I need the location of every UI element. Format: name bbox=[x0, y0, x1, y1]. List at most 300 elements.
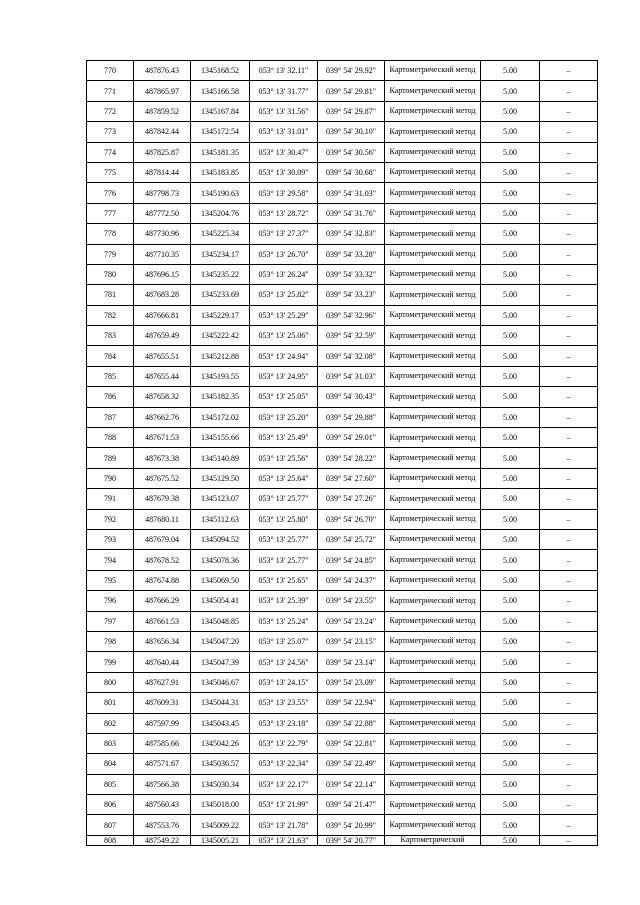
accuracy-cell: 5.00 bbox=[481, 387, 540, 407]
point-number-cell: 805 bbox=[87, 774, 134, 794]
accuracy-cell: 5.00 bbox=[481, 203, 540, 223]
x-coordinate-cell: 487566.38 bbox=[134, 774, 191, 794]
table-row bbox=[87, 101, 598, 121]
x-coordinate-cell: 487679.04 bbox=[134, 529, 191, 549]
accuracy-cell: 5.00 bbox=[481, 244, 540, 264]
accuracy-cell: 5.00 bbox=[481, 509, 540, 529]
method-cell: Картометрический метод bbox=[385, 326, 481, 346]
accuracy-cell: 5.00 bbox=[481, 611, 540, 631]
longitude-cell: 039° 54' 28.22" bbox=[318, 448, 385, 468]
method-cell: Картометрический метод bbox=[385, 101, 481, 121]
latitude-cell: 053° 13' 30.47" bbox=[250, 142, 318, 162]
latitude-cell: 053° 13' 22.34" bbox=[250, 754, 318, 774]
note-cell: – bbox=[540, 733, 598, 753]
method-cell: Картометрический метод bbox=[385, 244, 481, 264]
note-cell: – bbox=[540, 611, 598, 631]
y-coordinate-cell: 1345222.42 bbox=[191, 326, 250, 346]
longitude-cell: 039° 54' 33.28" bbox=[318, 244, 385, 264]
note-cell: – bbox=[540, 631, 598, 651]
note-cell: – bbox=[540, 570, 598, 590]
y-coordinate-cell: 1345009.22 bbox=[191, 815, 250, 835]
longitude-cell: 039° 54' 32.08" bbox=[318, 346, 385, 366]
longitude-cell: 039° 54' 21.47" bbox=[318, 795, 385, 815]
longitude-cell: 039° 54' 24.37" bbox=[318, 570, 385, 590]
table-row bbox=[87, 815, 598, 835]
accuracy-cell: 5.00 bbox=[481, 754, 540, 774]
latitude-cell: 053° 13' 25.80" bbox=[250, 509, 318, 529]
accuracy-cell: 5.00 bbox=[481, 631, 540, 651]
latitude-cell: 053° 13' 25.49" bbox=[250, 428, 318, 448]
longitude-cell: 039° 54' 31.03" bbox=[318, 183, 385, 203]
point-number-cell: 777 bbox=[87, 203, 134, 223]
point-number-cell: 798 bbox=[87, 631, 134, 651]
accuracy-cell: 5.00 bbox=[481, 672, 540, 692]
accuracy-cell: 5.00 bbox=[481, 224, 540, 244]
note-cell: – bbox=[540, 244, 598, 264]
method-cell: Картометрический метод bbox=[385, 387, 481, 407]
table-row bbox=[87, 754, 598, 774]
y-coordinate-cell: 1345182.35 bbox=[191, 387, 250, 407]
accuracy-cell: 5.00 bbox=[481, 183, 540, 203]
longitude-cell: 039° 54' 31.03" bbox=[318, 366, 385, 386]
latitude-cell: 053° 13' 25.29" bbox=[250, 305, 318, 325]
method-cell: Картометрический метод bbox=[385, 142, 481, 162]
accuracy-cell: 5.00 bbox=[481, 815, 540, 835]
note-cell: – bbox=[540, 652, 598, 672]
method-cell: Картометрический метод bbox=[385, 468, 481, 488]
table-row bbox=[87, 183, 598, 203]
longitude-cell: 039° 54' 30.10" bbox=[318, 122, 385, 142]
y-coordinate-cell: 1345204.76 bbox=[191, 203, 250, 223]
latitude-cell: 053° 13' 25.39" bbox=[250, 591, 318, 611]
longitude-cell: 039° 54' 22.14" bbox=[318, 774, 385, 794]
x-coordinate-cell: 487696.15 bbox=[134, 264, 191, 284]
method-cell: Картометрический метод bbox=[385, 774, 481, 794]
x-coordinate-cell: 487658.32 bbox=[134, 387, 191, 407]
accuracy-cell: 5.00 bbox=[481, 489, 540, 509]
x-coordinate-cell: 487597.99 bbox=[134, 713, 191, 733]
method-cell: Картометрический метод bbox=[385, 366, 481, 386]
note-cell: – bbox=[540, 387, 598, 407]
x-coordinate-cell: 487640.44 bbox=[134, 652, 191, 672]
x-coordinate-cell: 487659.49 bbox=[134, 326, 191, 346]
latitude-cell: 053° 13' 22.79" bbox=[250, 733, 318, 753]
method-cell: Картометрический метод bbox=[385, 428, 481, 448]
coordinates-table bbox=[86, 60, 598, 846]
note-cell: – bbox=[540, 101, 598, 121]
y-coordinate-cell: 1345044.31 bbox=[191, 693, 250, 713]
longitude-cell: 039° 54' 26.70" bbox=[318, 509, 385, 529]
y-coordinate-cell: 1345183.85 bbox=[191, 162, 250, 182]
note-cell: – bbox=[540, 285, 598, 305]
method-cell: Картометрический метод bbox=[385, 285, 481, 305]
method-cell: Картометрический метод bbox=[385, 183, 481, 203]
table-row bbox=[87, 285, 598, 305]
table-row bbox=[87, 489, 598, 509]
y-coordinate-cell: 1345030.34 bbox=[191, 774, 250, 794]
latitude-cell: 053° 13' 25.20" bbox=[250, 407, 318, 427]
longitude-cell: 039° 54' 29.01" bbox=[318, 428, 385, 448]
table-row bbox=[87, 203, 598, 223]
longitude-cell: 039° 54' 32.59" bbox=[318, 326, 385, 346]
accuracy-cell: 5.00 bbox=[481, 101, 540, 121]
longitude-cell: 039° 54' 23.09" bbox=[318, 672, 385, 692]
table-row bbox=[87, 835, 598, 845]
table-row bbox=[87, 61, 598, 81]
longitude-cell: 039° 54' 32.96" bbox=[318, 305, 385, 325]
method-cell: Картометрический метод bbox=[385, 122, 481, 142]
table-row bbox=[87, 672, 598, 692]
latitude-cell: 053° 13' 27.37" bbox=[250, 224, 318, 244]
y-coordinate-cell: 1345168.52 bbox=[191, 61, 250, 81]
x-coordinate-cell: 487656.34 bbox=[134, 631, 191, 651]
point-number-cell: 800 bbox=[87, 672, 134, 692]
accuracy-cell: 5.00 bbox=[481, 835, 540, 845]
y-coordinate-cell: 1345046.67 bbox=[191, 672, 250, 692]
accuracy-cell: 5.00 bbox=[481, 774, 540, 794]
point-number-cell: 808 bbox=[87, 835, 134, 845]
method-cell: Картометрический метод bbox=[385, 713, 481, 733]
x-coordinate-cell: 487814.44 bbox=[134, 162, 191, 182]
method-cell: Картометрический метод bbox=[385, 652, 481, 672]
latitude-cell: 053° 13' 31.56" bbox=[250, 101, 318, 121]
method-cell: Картометрический метод bbox=[385, 631, 481, 651]
table-row bbox=[87, 795, 598, 815]
note-cell: – bbox=[540, 264, 598, 284]
y-coordinate-cell: 1345043.45 bbox=[191, 713, 250, 733]
method-cell: Картометрический метод bbox=[385, 509, 481, 529]
x-coordinate-cell: 487772.50 bbox=[134, 203, 191, 223]
accuracy-cell: 5.00 bbox=[481, 428, 540, 448]
x-coordinate-cell: 487661.53 bbox=[134, 611, 191, 631]
x-coordinate-cell: 487683.28 bbox=[134, 285, 191, 305]
point-number-cell: 787 bbox=[87, 407, 134, 427]
y-coordinate-cell: 1345140.89 bbox=[191, 448, 250, 468]
method-cell: Картометрический bbox=[385, 835, 481, 845]
x-coordinate-cell: 487666.29 bbox=[134, 591, 191, 611]
x-coordinate-cell: 487859.52 bbox=[134, 101, 191, 121]
note-cell: – bbox=[540, 61, 598, 81]
point-number-cell: 771 bbox=[87, 81, 134, 101]
y-coordinate-cell: 1345018.00 bbox=[191, 795, 250, 815]
x-coordinate-cell: 487798.73 bbox=[134, 183, 191, 203]
y-coordinate-cell: 1345048.85 bbox=[191, 611, 250, 631]
point-number-cell: 795 bbox=[87, 570, 134, 590]
point-number-cell: 794 bbox=[87, 550, 134, 570]
x-coordinate-cell: 487865.97 bbox=[134, 81, 191, 101]
y-coordinate-cell: 1345112.63 bbox=[191, 509, 250, 529]
note-cell: – bbox=[540, 305, 598, 325]
table-row bbox=[87, 509, 598, 529]
point-number-cell: 796 bbox=[87, 591, 134, 611]
y-coordinate-cell: 1345212.88 bbox=[191, 346, 250, 366]
point-number-cell: 780 bbox=[87, 264, 134, 284]
y-coordinate-cell: 1345155.66 bbox=[191, 428, 250, 448]
longitude-cell: 039° 54' 31.76" bbox=[318, 203, 385, 223]
note-cell: – bbox=[540, 774, 598, 794]
point-number-cell: 784 bbox=[87, 346, 134, 366]
note-cell: – bbox=[540, 326, 598, 346]
y-coordinate-cell: 1345193.55 bbox=[191, 366, 250, 386]
y-coordinate-cell: 1345229.17 bbox=[191, 305, 250, 325]
method-cell: Картометрический метод bbox=[385, 407, 481, 427]
accuracy-cell: 5.00 bbox=[481, 652, 540, 672]
table-row bbox=[87, 611, 598, 631]
longitude-cell: 039° 54' 27.60" bbox=[318, 468, 385, 488]
table-row bbox=[87, 570, 598, 590]
note-cell: – bbox=[540, 122, 598, 142]
longitude-cell: 039° 54' 25.72" bbox=[318, 529, 385, 549]
y-coordinate-cell: 1345234.17 bbox=[191, 244, 250, 264]
accuracy-cell: 5.00 bbox=[481, 795, 540, 815]
point-number-cell: 807 bbox=[87, 815, 134, 835]
point-number-cell: 770 bbox=[87, 61, 134, 81]
x-coordinate-cell: 487675.52 bbox=[134, 468, 191, 488]
note-cell: – bbox=[540, 795, 598, 815]
x-coordinate-cell: 487730.96 bbox=[134, 224, 191, 244]
longitude-cell: 039° 54' 30.56" bbox=[318, 142, 385, 162]
point-number-cell: 782 bbox=[87, 305, 134, 325]
point-number-cell: 793 bbox=[87, 529, 134, 549]
x-coordinate-cell: 487678.52 bbox=[134, 550, 191, 570]
note-cell: – bbox=[540, 529, 598, 549]
accuracy-cell: 5.00 bbox=[481, 264, 540, 284]
latitude-cell: 053° 13' 25.77" bbox=[250, 550, 318, 570]
latitude-cell: 053° 13' 31.77" bbox=[250, 81, 318, 101]
accuracy-cell: 5.00 bbox=[481, 366, 540, 386]
x-coordinate-cell: 487680.11 bbox=[134, 509, 191, 529]
latitude-cell: 053° 13' 23.55" bbox=[250, 693, 318, 713]
table-row bbox=[87, 305, 598, 325]
point-number-cell: 781 bbox=[87, 285, 134, 305]
accuracy-cell: 5.00 bbox=[481, 713, 540, 733]
point-number-cell: 785 bbox=[87, 366, 134, 386]
table-row bbox=[87, 224, 598, 244]
x-coordinate-cell: 487655.44 bbox=[134, 366, 191, 386]
latitude-cell: 053° 13' 25.07" bbox=[250, 631, 318, 651]
table-row bbox=[87, 529, 598, 549]
y-coordinate-cell: 1345047.20 bbox=[191, 631, 250, 651]
note-cell: – bbox=[540, 407, 598, 427]
table-row bbox=[87, 693, 598, 713]
longitude-cell: 039° 54' 22.94" bbox=[318, 693, 385, 713]
method-cell: Картометрический метод bbox=[385, 529, 481, 549]
accuracy-cell: 5.00 bbox=[481, 142, 540, 162]
latitude-cell: 053° 13' 29.58" bbox=[250, 183, 318, 203]
latitude-cell: 053° 13' 24.94" bbox=[250, 346, 318, 366]
point-number-cell: 803 bbox=[87, 733, 134, 753]
table-row bbox=[87, 774, 598, 794]
y-coordinate-cell: 1345181.35 bbox=[191, 142, 250, 162]
note-cell: – bbox=[540, 346, 598, 366]
method-cell: Картометрический метод bbox=[385, 61, 481, 81]
table-row bbox=[87, 264, 598, 284]
table-row bbox=[87, 366, 598, 386]
note-cell: – bbox=[540, 815, 598, 835]
latitude-cell: 053° 13' 25.82" bbox=[250, 285, 318, 305]
point-number-cell: 790 bbox=[87, 468, 134, 488]
longitude-cell: 039° 54' 30.68" bbox=[318, 162, 385, 182]
coordinates-table-body bbox=[87, 61, 598, 846]
table-row bbox=[87, 346, 598, 366]
longitude-cell: 039° 54' 23.14" bbox=[318, 652, 385, 672]
accuracy-cell: 5.00 bbox=[481, 285, 540, 305]
x-coordinate-cell: 487553.76 bbox=[134, 815, 191, 835]
longitude-cell: 039° 54' 20.77" bbox=[318, 835, 385, 845]
accuracy-cell: 5.00 bbox=[481, 81, 540, 101]
point-number-cell: 792 bbox=[87, 509, 134, 529]
method-cell: Картометрический метод bbox=[385, 815, 481, 835]
y-coordinate-cell: 1345042.26 bbox=[191, 733, 250, 753]
longitude-cell: 039° 54' 23.15" bbox=[318, 631, 385, 651]
x-coordinate-cell: 487842.44 bbox=[134, 122, 191, 142]
longitude-cell: 039° 54' 22.49" bbox=[318, 754, 385, 774]
y-coordinate-cell: 1345172.54 bbox=[191, 122, 250, 142]
note-cell: – bbox=[540, 183, 598, 203]
latitude-cell: 053° 13' 25.06" bbox=[250, 326, 318, 346]
note-cell: – bbox=[540, 550, 598, 570]
latitude-cell: 053° 13' 31.01" bbox=[250, 122, 318, 142]
latitude-cell: 053° 13' 25.64" bbox=[250, 468, 318, 488]
table-row bbox=[87, 142, 598, 162]
note-cell: – bbox=[540, 224, 598, 244]
point-number-cell: 776 bbox=[87, 183, 134, 203]
latitude-cell: 053° 13' 24.56" bbox=[250, 652, 318, 672]
note-cell: – bbox=[540, 713, 598, 733]
point-number-cell: 774 bbox=[87, 142, 134, 162]
y-coordinate-cell: 1345225.34 bbox=[191, 224, 250, 244]
method-cell: Картометрический метод bbox=[385, 591, 481, 611]
table-row bbox=[87, 428, 598, 448]
latitude-cell: 053° 13' 24.15" bbox=[250, 672, 318, 692]
longitude-cell: 039° 54' 20.99" bbox=[318, 815, 385, 835]
x-coordinate-cell: 487876.43 bbox=[134, 61, 191, 81]
x-coordinate-cell: 487673.38 bbox=[134, 448, 191, 468]
table-row bbox=[87, 122, 598, 142]
latitude-cell: 053° 13' 25.56" bbox=[250, 448, 318, 468]
table-row bbox=[87, 468, 598, 488]
x-coordinate-cell: 487549.22 bbox=[134, 835, 191, 845]
longitude-cell: 039° 54' 22.81" bbox=[318, 733, 385, 753]
longitude-cell: 039° 54' 29.87" bbox=[318, 101, 385, 121]
latitude-cell: 053° 13' 26.24" bbox=[250, 264, 318, 284]
longitude-cell: 039° 54' 32.83" bbox=[318, 224, 385, 244]
method-cell: Картометрический метод bbox=[385, 224, 481, 244]
accuracy-cell: 5.00 bbox=[481, 122, 540, 142]
longitude-cell: 039° 54' 23.24" bbox=[318, 611, 385, 631]
table-row bbox=[87, 652, 598, 672]
longitude-cell: 039° 54' 33.32" bbox=[318, 264, 385, 284]
table-row bbox=[87, 81, 598, 101]
note-cell: – bbox=[540, 754, 598, 774]
longitude-cell: 039° 54' 27.26" bbox=[318, 489, 385, 509]
y-coordinate-cell: 1345036.57 bbox=[191, 754, 250, 774]
y-coordinate-cell: 1345069.50 bbox=[191, 570, 250, 590]
accuracy-cell: 5.00 bbox=[481, 162, 540, 182]
method-cell: Картометрический метод bbox=[385, 448, 481, 468]
table-row bbox=[87, 162, 598, 182]
table-row bbox=[87, 591, 598, 611]
y-coordinate-cell: 1345233.69 bbox=[191, 285, 250, 305]
longitude-cell: 039° 54' 33.23" bbox=[318, 285, 385, 305]
x-coordinate-cell: 487671.53 bbox=[134, 428, 191, 448]
method-cell: Картометрический метод bbox=[385, 672, 481, 692]
point-number-cell: 786 bbox=[87, 387, 134, 407]
y-coordinate-cell: 1345094.52 bbox=[191, 529, 250, 549]
point-number-cell: 772 bbox=[87, 101, 134, 121]
method-cell: Картометрический метод bbox=[385, 264, 481, 284]
y-coordinate-cell: 1345190.63 bbox=[191, 183, 250, 203]
x-coordinate-cell: 487571.67 bbox=[134, 754, 191, 774]
latitude-cell: 053° 13' 21.99" bbox=[250, 795, 318, 815]
accuracy-cell: 5.00 bbox=[481, 529, 540, 549]
table-row bbox=[87, 326, 598, 346]
note-cell: – bbox=[540, 672, 598, 692]
accuracy-cell: 5.00 bbox=[481, 305, 540, 325]
method-cell: Картометрический метод bbox=[385, 81, 481, 101]
table-row bbox=[87, 631, 598, 651]
table-row bbox=[87, 733, 598, 753]
x-coordinate-cell: 487679.38 bbox=[134, 489, 191, 509]
y-coordinate-cell: 1345172.02 bbox=[191, 407, 250, 427]
note-cell: – bbox=[540, 489, 598, 509]
table-row bbox=[87, 448, 598, 468]
accuracy-cell: 5.00 bbox=[481, 346, 540, 366]
point-number-cell: 775 bbox=[87, 162, 134, 182]
accuracy-cell: 5.00 bbox=[481, 448, 540, 468]
y-coordinate-cell: 1345166.58 bbox=[191, 81, 250, 101]
point-number-cell: 802 bbox=[87, 713, 134, 733]
note-cell: – bbox=[540, 468, 598, 488]
y-coordinate-cell: 1345005.21 bbox=[191, 835, 250, 845]
y-coordinate-cell: 1345054.41 bbox=[191, 591, 250, 611]
longitude-cell: 039° 54' 30.43" bbox=[318, 387, 385, 407]
x-coordinate-cell: 487674.88 bbox=[134, 570, 191, 590]
point-number-cell: 783 bbox=[87, 326, 134, 346]
point-number-cell: 791 bbox=[87, 489, 134, 509]
latitude-cell: 053° 13' 26.70" bbox=[250, 244, 318, 264]
accuracy-cell: 5.00 bbox=[481, 407, 540, 427]
point-number-cell: 773 bbox=[87, 122, 134, 142]
method-cell: Картометрический метод bbox=[385, 795, 481, 815]
table-row bbox=[87, 244, 598, 264]
latitude-cell: 053° 13' 28.72" bbox=[250, 203, 318, 223]
y-coordinate-cell: 1345047.39 bbox=[191, 652, 250, 672]
latitude-cell: 053° 13' 25.05" bbox=[250, 387, 318, 407]
point-number-cell: 804 bbox=[87, 754, 134, 774]
x-coordinate-cell: 487666.81 bbox=[134, 305, 191, 325]
latitude-cell: 053° 13' 21.78" bbox=[250, 815, 318, 835]
accuracy-cell: 5.00 bbox=[481, 326, 540, 346]
x-coordinate-cell: 487710.35 bbox=[134, 244, 191, 264]
longitude-cell: 039° 54' 29.81" bbox=[318, 81, 385, 101]
table-row bbox=[87, 550, 598, 570]
method-cell: Картометрический метод bbox=[385, 611, 481, 631]
note-cell: – bbox=[540, 203, 598, 223]
longitude-cell: 039° 54' 29.92" bbox=[318, 61, 385, 81]
latitude-cell: 053° 13' 32.11" bbox=[250, 61, 318, 81]
longitude-cell: 039° 54' 24.85" bbox=[318, 550, 385, 570]
method-cell: Картометрический метод bbox=[385, 346, 481, 366]
method-cell: Картометрический метод bbox=[385, 570, 481, 590]
latitude-cell: 053° 13' 30.09" bbox=[250, 162, 318, 182]
point-number-cell: 778 bbox=[87, 224, 134, 244]
y-coordinate-cell: 1345078.36 bbox=[191, 550, 250, 570]
method-cell: Картометрический метод bbox=[385, 162, 481, 182]
accuracy-cell: 5.00 bbox=[481, 591, 540, 611]
note-cell: – bbox=[540, 366, 598, 386]
point-number-cell: 806 bbox=[87, 795, 134, 815]
